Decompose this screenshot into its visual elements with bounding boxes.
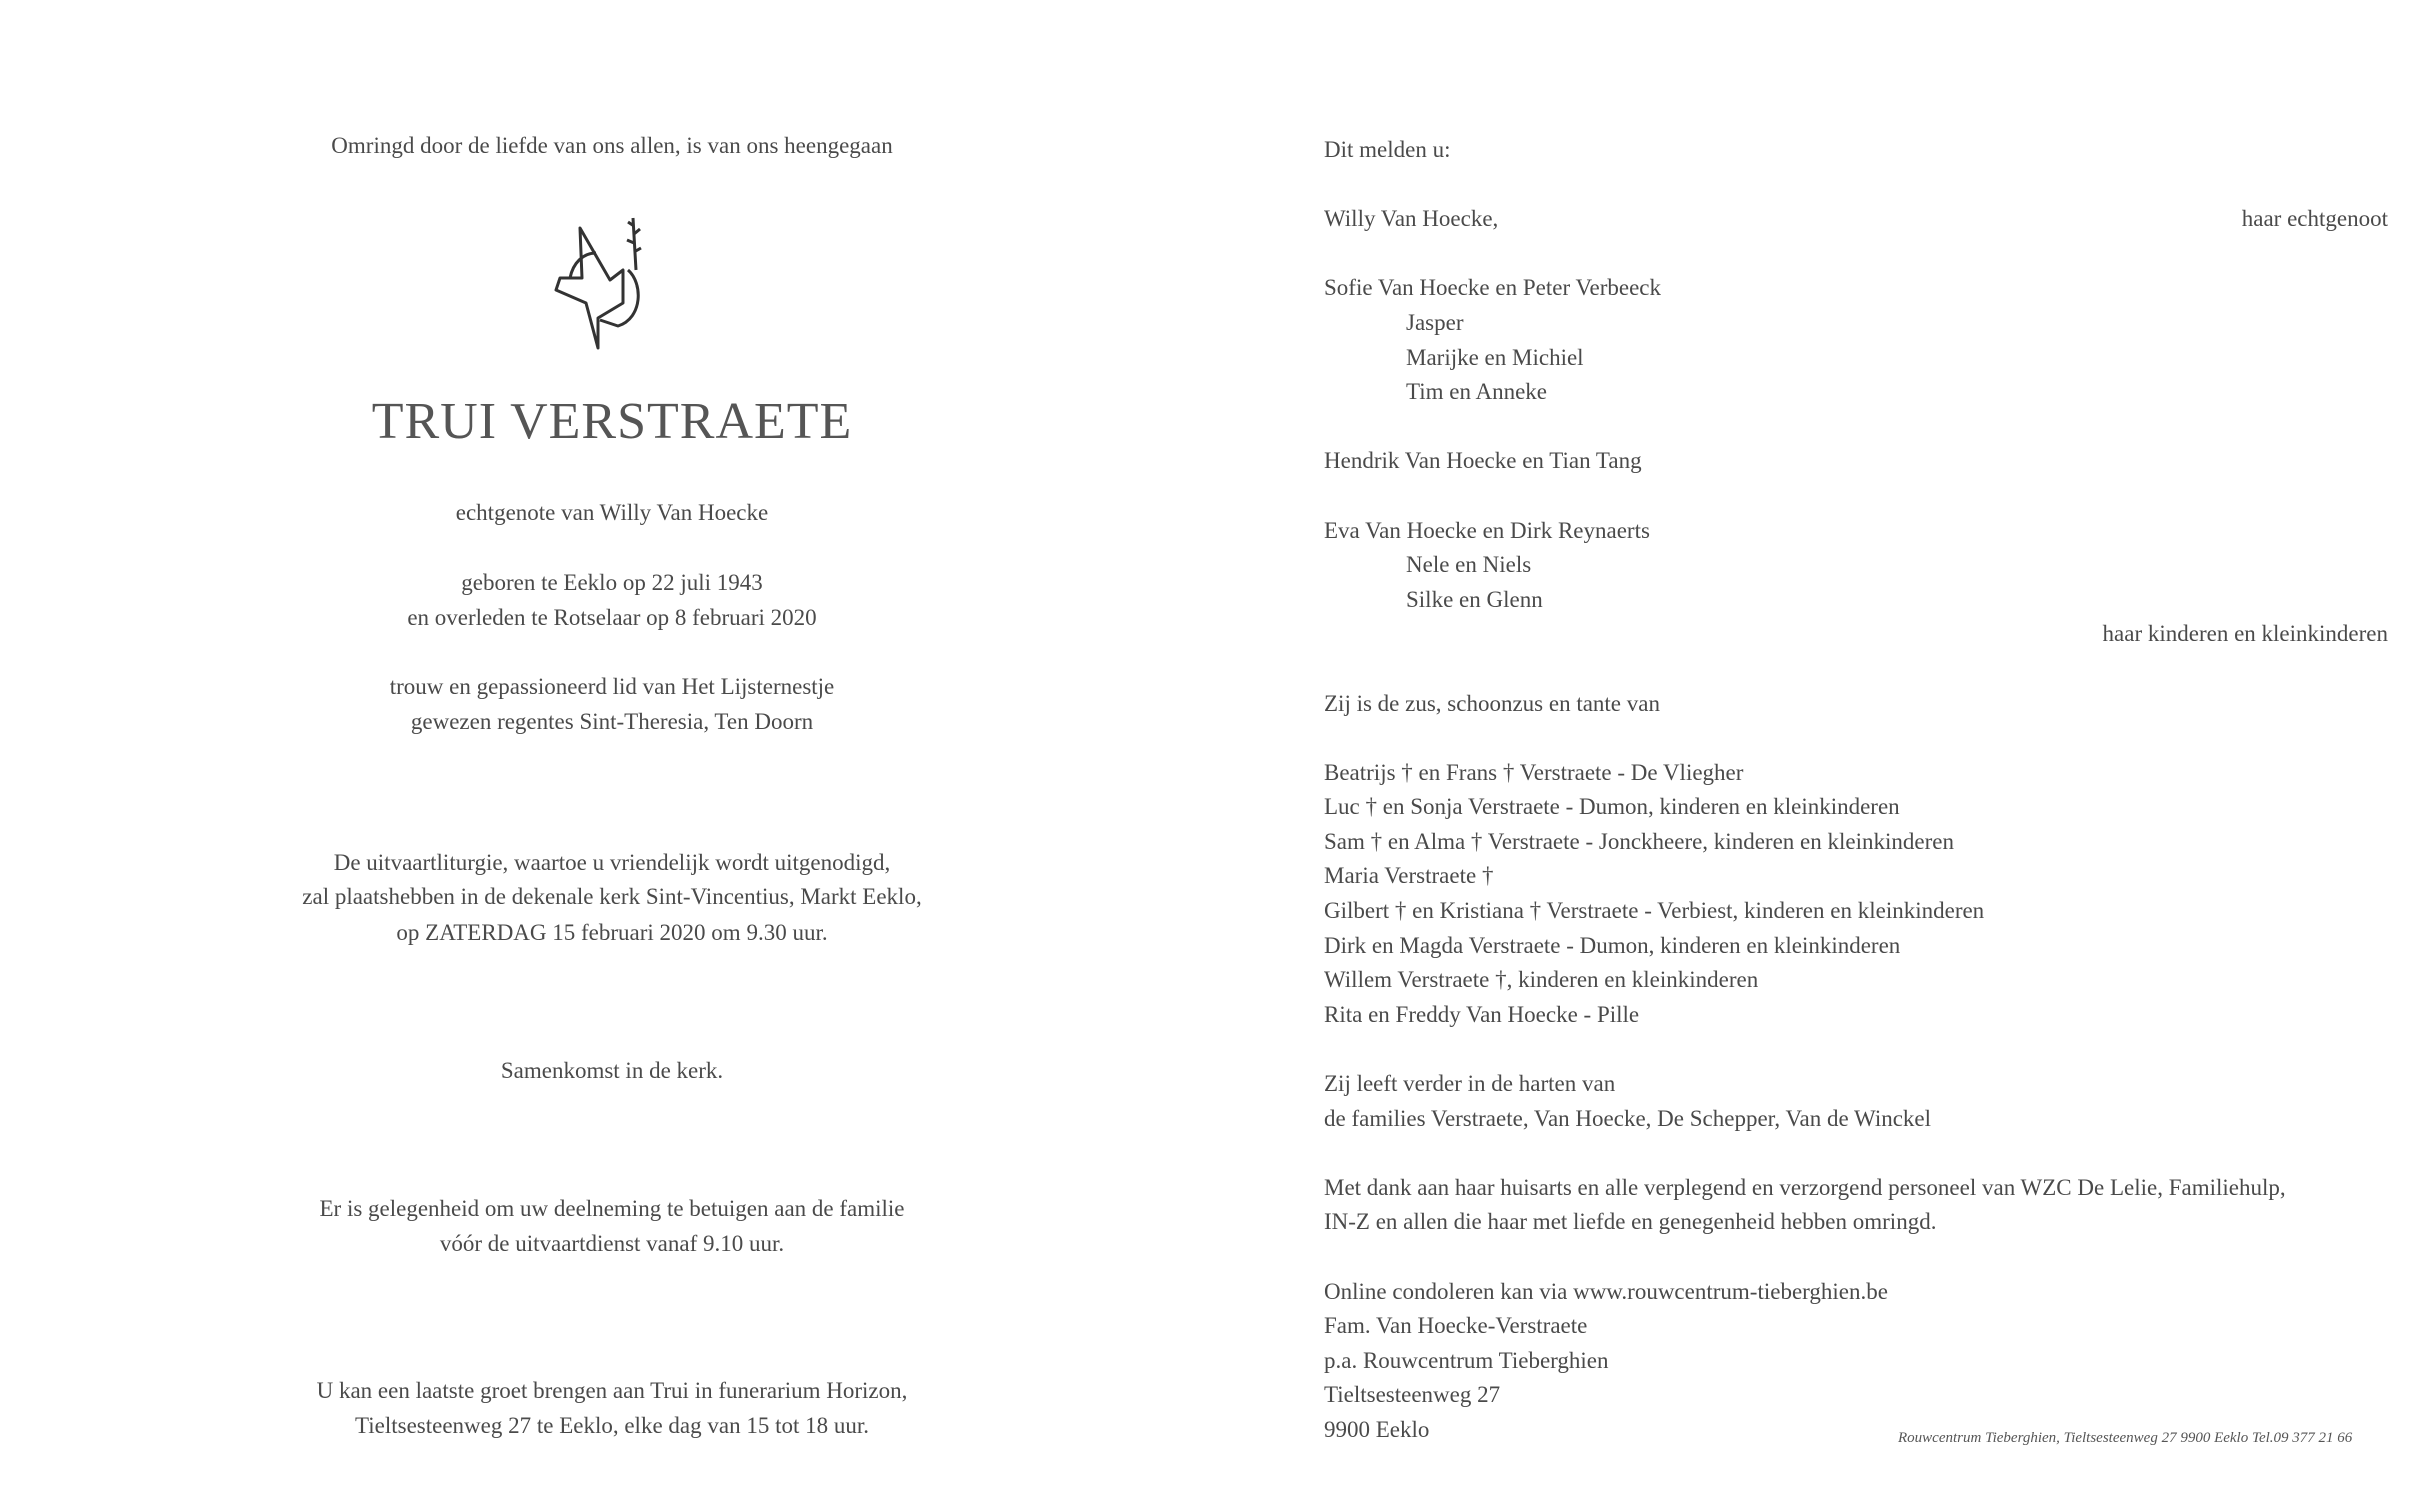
spouse-text: echtgenote van Willy Van Hoecke — [455, 500, 769, 525]
blank-line — [1324, 1240, 2388, 1275]
announcement-line — [1324, 548, 2388, 583]
announcement-text: Gilbert † en Kristiana † Verstraete - Verbiest, kinderen en kleinkinderen — [1324, 898, 1985, 924]
blank-line — [1324, 168, 2388, 203]
announcement-line — [1324, 133, 2388, 168]
announcement-line — [1324, 756, 2388, 791]
announcement-line — [1324, 825, 2388, 860]
announcement-line — [1324, 790, 2388, 825]
announcement-line — [1324, 583, 2388, 618]
announcement-line — [1324, 444, 2388, 479]
announcement-text: Dit melden u: — [1324, 137, 1451, 162]
announcement-line — [1324, 1205, 2388, 1240]
condolence-text-2: vóór de uitvaartdienst vanaf 9.10 uur. — [439, 1231, 785, 1256]
footer-address: Rouwcentrum Tieberghien, Tieltsesteenweg 27 9900 Eeklo Tel.09 377 21 66 — [1898, 1430, 2353, 1446]
intro-text: Omringd door de liefde van ons allen, is van ons heengegaan — [331, 133, 893, 158]
announcement-line — [1324, 514, 2388, 549]
visit-text-2: Tieltsesteenweg 27 te Eeklo, elke dag van 15 tot 18 uur. — [355, 1413, 869, 1438]
announcement-text: Fam. Van Hoecke-Verstraete — [1324, 1313, 1588, 1339]
announcement-line — [1324, 341, 2388, 376]
announcement-text: Eva Van Hoecke en Dirk Reynaerts — [1324, 517, 1650, 543]
funeral-text-1: De uitvaartliturgie, waartoe u vriendelijk wordt uitgenodigd, — [333, 850, 891, 875]
blank-line — [1324, 652, 2388, 687]
funeral-text-3: op ZATERDAG 15 februari 2020 om 9.30 uur. — [396, 920, 828, 945]
relation-label: haar echtgenoot — [2241, 206, 2388, 232]
announcement-line — [1324, 271, 2388, 306]
blank-line — [1324, 721, 2388, 756]
announcement-text: Met dank aan haar huisarts en alle verplegend en verzorgend personeel van WZC De Lelie, Familiehulp, — [1324, 1174, 2286, 1200]
announcement-text: Dirk en Magda Verstraete - Dumon, kinderen en kleinkinderen — [1324, 932, 1901, 958]
funeral-text-2: zal plaatshebben in de dekenale kerk Sint-Vincentius, Markt Eeklo, — [302, 884, 922, 909]
birth-text: geboren te Eeklo op 22 juli 1943 — [461, 570, 763, 595]
announcement-text: Maria Verstraete † — [1324, 863, 1494, 889]
death-text: en overleden te Rotselaar op 8 februari 2020 — [407, 605, 817, 630]
blank-line — [1324, 479, 2388, 514]
gathering-text: Samenkomst in de kerk. — [500, 1058, 724, 1083]
announcement-text: Sam † en Alma † Verstraete - Jonckheere, kinderen en kleinkinderen — [1324, 828, 1954, 854]
announcement-text: Luc † en Sonja Verstraete - Dumon, kinderen en kleinkinderen — [1324, 794, 1900, 820]
announcement-text: Jasper — [1406, 309, 1464, 335]
announcement-text: Tim en Anneke — [1406, 379, 1547, 405]
announcement-line — [1324, 1378, 2388, 1413]
announcement-line — [1324, 202, 2388, 237]
announcement-text: Zij leeft verder in de harten van — [1324, 1071, 1616, 1097]
dove-with-olive-branch-icon — [548, 208, 658, 360]
announcement-text: 9900 Eeklo — [1324, 1416, 1430, 1442]
announcement-line — [1324, 1275, 2388, 1310]
announcement-line — [1324, 1344, 2388, 1379]
announcement-text: Willem Verstraete †, kinderen en kleinkinderen — [1324, 967, 1759, 993]
announcement-text: Tieltsesteenweg 27 — [1324, 1382, 1501, 1408]
announcement-line — [1324, 929, 2388, 964]
announcement-text: Zij is de zus, schoonzus en tante van — [1324, 690, 1660, 716]
announcement-text: Online condoleren kan via www.rouwcentrum-tieberghien.be — [1324, 1278, 1888, 1304]
blank-line — [1324, 1136, 2388, 1171]
announcement-text: Hendrik Van Hoecke en Tian Tang — [1324, 448, 1642, 474]
announcement-text: Silke en Glenn — [1406, 586, 1543, 612]
announcement-line — [1324, 1171, 2388, 1206]
announcement-line — [1324, 1067, 2388, 1102]
announcement-text: p.a. Rouwcentrum Tieberghien — [1324, 1347, 1609, 1373]
announcement-line — [1324, 375, 2388, 410]
announcement-line — [1324, 859, 2388, 894]
announcement-text: Nele en Niels — [1406, 552, 1532, 578]
announcement-line — [1324, 687, 2388, 722]
announcement-text: Willy Van Hoecke, — [1324, 206, 1499, 232]
announcement-text: Marijke en Michiel — [1406, 344, 1584, 370]
deceased-name: TRUI VERSTRAETE — [371, 393, 853, 450]
announcement-line — [1324, 306, 2388, 341]
visit-text-1: U kan een laatste groet brengen aan Trui in funerarium Horizon, — [316, 1378, 908, 1403]
blank-line — [1324, 1032, 2388, 1067]
blank-line — [1324, 237, 2388, 272]
relation-label: haar kinderen en kleinkinderen — [2102, 621, 2388, 647]
announcement-line — [1324, 894, 2388, 929]
announcement-line — [1324, 963, 2388, 998]
role-text-2: gewezen regentes Sint-Theresia, Ten Doorn — [410, 709, 814, 734]
announcement-text: Sofie Van Hoecke en Peter Verbeeck — [1324, 275, 1661, 301]
role-text-1: trouw en gepassioneerd lid van Het Lijsternestje — [389, 674, 835, 699]
announcement-line — [1324, 1309, 2388, 1344]
announcement-text: de families Verstraete, Van Hoecke, De Schepper, Van de Winckel — [1324, 1105, 1932, 1131]
announcement-list — [1324, 133, 2388, 1448]
announcement-text: Beatrijs † en Frans † Verstraete - De Vliegher — [1324, 759, 1744, 785]
blank-line — [1324, 410, 2388, 445]
condolence-text-1: Er is gelegenheid om uw deelneming te betuigen aan de familie — [319, 1196, 905, 1221]
announcement-line — [1324, 1102, 2388, 1137]
announcement-line — [1324, 617, 2388, 652]
announcement-text: IN-Z en allen die haar met liefde en genegenheid hebben omringd. — [1324, 1209, 1937, 1235]
announcement-text: Rita en Freddy Van Hoecke - Pille — [1324, 1001, 1640, 1027]
announcement-line — [1324, 998, 2388, 1033]
